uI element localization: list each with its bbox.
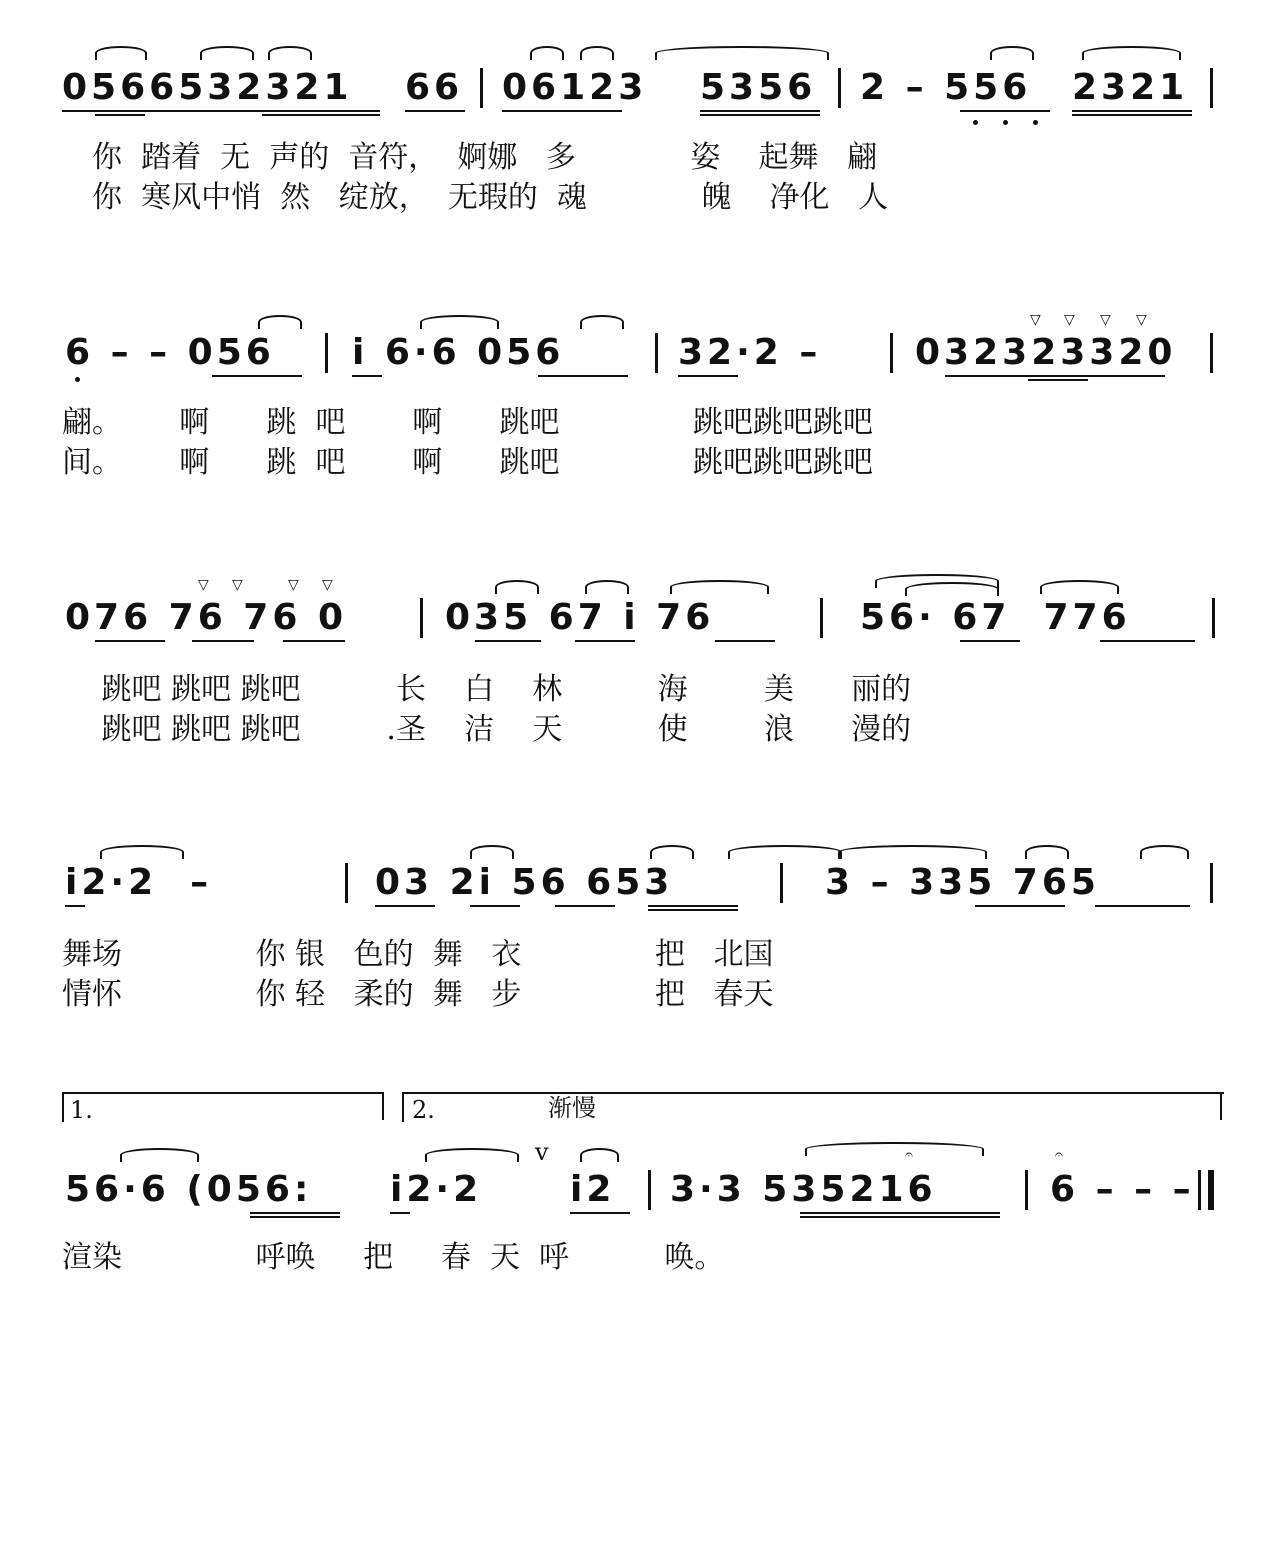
slur	[1040, 580, 1119, 594]
bar-line	[648, 1170, 651, 1210]
beam-line	[700, 110, 820, 112]
notation-segment: 3 – 335 765	[825, 862, 1100, 903]
slur	[100, 845, 184, 859]
beam-line	[960, 640, 1020, 642]
accent-mark: ▽	[198, 577, 209, 593]
slur	[425, 1148, 519, 1162]
beam-line	[502, 110, 622, 112]
beam-line	[283, 640, 345, 642]
slur	[655, 46, 829, 60]
beam-line	[575, 640, 635, 642]
slur	[650, 845, 694, 859]
beam-line	[212, 375, 302, 377]
slur	[585, 580, 629, 594]
notation-segment: 2321	[1072, 67, 1189, 108]
beam-line	[62, 110, 380, 112]
octave-dot	[1033, 120, 1038, 125]
notation-segment: 6 – – –	[1050, 1169, 1195, 1210]
beam-line	[250, 1212, 340, 1214]
slur	[1082, 46, 1181, 60]
beam-line	[65, 905, 85, 907]
beam-line	[470, 905, 520, 907]
bar-line	[480, 68, 483, 108]
beam-line	[700, 114, 820, 116]
notation-segment: 3·3 535216	[670, 1169, 937, 1210]
second-ending-bracket	[402, 1092, 1224, 1122]
slur	[495, 580, 539, 594]
bar-line	[325, 333, 328, 373]
bar-line	[820, 598, 823, 638]
beam-line	[95, 114, 145, 116]
notation-segment: 032323320	[915, 332, 1177, 373]
beam-line	[570, 1212, 630, 1214]
slur	[580, 315, 624, 329]
slur	[95, 46, 147, 60]
notation-segment: 035 67 i 76	[445, 597, 715, 638]
lyric-verse-1: 你 踏着 无 声的 音符， 婀娜 多 姿 起舞 翩	[92, 140, 878, 175]
octave-dot	[973, 120, 978, 125]
beam-line	[352, 375, 382, 377]
beam-line	[95, 640, 165, 642]
beam-line	[678, 375, 738, 377]
slur	[805, 1142, 984, 1156]
fermata-icon: 𝄐	[1055, 1147, 1063, 1163]
bar-line	[780, 863, 783, 903]
notation-segment: 06123	[502, 67, 648, 108]
first-ending-bracket	[62, 1092, 384, 1122]
beam-line	[1100, 640, 1195, 642]
bar-line	[1198, 1170, 1201, 1210]
beam-line	[975, 905, 1065, 907]
beam-line	[715, 640, 775, 642]
beam-line	[648, 909, 738, 911]
slur	[580, 1148, 619, 1162]
accent-mark: ▽	[1030, 312, 1041, 328]
beam-line	[1028, 379, 1088, 381]
lyric-verse-1: 翩。 啊 跳 吧 啊 跳吧 跳吧跳吧跳吧	[62, 405, 873, 440]
volta-end	[382, 1092, 384, 1120]
slur	[990, 46, 1034, 60]
lyric-verse-2: 情怀 你 轻 柔的 舞 步 把 春天	[62, 977, 774, 1012]
slur	[530, 46, 564, 60]
tempo-marking: 渐慢	[548, 1094, 596, 1122]
notation-segment: 5356	[700, 67, 817, 108]
accent-mark: ▽	[288, 577, 299, 593]
slur	[258, 315, 302, 329]
beam-line	[250, 1216, 340, 1218]
octave-dot	[1003, 120, 1008, 125]
slur	[1140, 845, 1189, 859]
notation-segment: i2·2 –	[65, 862, 213, 903]
bar-line	[1210, 333, 1213, 373]
notation-segment: 0566532321	[62, 67, 353, 108]
notation-segment: i2	[570, 1169, 616, 1210]
beam-line	[800, 1216, 1000, 1218]
beam-line	[1072, 110, 1192, 112]
slur	[200, 46, 254, 60]
bar-line	[1210, 863, 1213, 903]
bar-line	[1210, 68, 1213, 108]
notation-segment: 56· 67 776	[860, 597, 1131, 638]
volta-end	[1220, 1092, 1222, 1120]
beam-line	[262, 114, 380, 116]
notation-segment: 2 – 556	[860, 67, 1032, 108]
lyric-verse-1: 舞场 你 银 色的 舞 衣 把 北国	[62, 937, 774, 972]
slur	[838, 845, 987, 859]
accent-mark: ▽	[232, 577, 243, 593]
beam-line	[648, 905, 738, 907]
beam-line	[945, 375, 1165, 377]
bar-line	[1212, 598, 1215, 638]
lyric-verse-1: 渲染 呼唤 把 春 天 呼 唤。	[62, 1240, 725, 1275]
lyric-verse-2: 间。 啊 跳 吧 啊 跳吧 跳吧跳吧跳吧	[62, 445, 873, 480]
first-ending-label: 1.	[70, 1096, 93, 1124]
bar-line	[655, 333, 658, 373]
bar-line	[1025, 1170, 1028, 1210]
fermata-icon: 𝄐	[905, 1147, 913, 1163]
accent-mark: ▽	[1100, 312, 1111, 328]
accent-mark: ▽	[1136, 312, 1147, 328]
beam-line	[375, 905, 435, 907]
notation-segment: 076 76 76 0	[65, 597, 347, 638]
second-ending-label: 2.	[412, 1096, 435, 1124]
octave-dot	[75, 377, 80, 382]
bar-line	[345, 863, 348, 903]
slur	[670, 580, 769, 594]
beam-line	[800, 1212, 1000, 1214]
accent-mark: ▽	[1064, 312, 1075, 328]
beam-line	[538, 375, 628, 377]
notation-segment: 32·2 –	[678, 332, 822, 373]
beam-line	[960, 110, 1050, 112]
notation-segment: i 6·6 056	[352, 332, 565, 373]
beam-line	[390, 1212, 410, 1214]
breath-mark: v	[535, 1138, 549, 1166]
beam-line	[555, 905, 615, 907]
accent-mark: ▽	[322, 577, 333, 593]
final-bar-line	[1208, 1170, 1214, 1210]
beam-line	[192, 640, 254, 642]
beam-line	[1095, 905, 1190, 907]
notation-segment: i2·2	[390, 1169, 483, 1210]
slur	[470, 845, 514, 859]
notation-segment: 56·6 (056:	[65, 1169, 313, 1210]
lyric-verse-2: 你 寒风中悄 然 绽放， 无瑕的 魂 魄 净化 人	[92, 180, 889, 215]
bar-line	[890, 333, 893, 373]
lyric-verse-1: 跳吧 跳吧 跳吧 长 白 林 海 美 丽的	[92, 672, 912, 707]
slur	[120, 1148, 199, 1162]
notation-segment: 03 2i 56 653	[375, 862, 674, 903]
slur	[728, 845, 842, 859]
slur	[580, 46, 614, 60]
slur	[905, 582, 999, 596]
beam-line	[1072, 114, 1192, 116]
bar-line	[838, 68, 841, 108]
bar-line	[420, 598, 423, 638]
slur	[1025, 845, 1069, 859]
slur	[268, 46, 312, 60]
beam-line	[475, 640, 541, 642]
slur	[420, 315, 499, 329]
lyric-verse-2: 跳吧 跳吧 跳吧 .圣 洁 天 使 浪 漫的	[92, 712, 912, 747]
notation-segment: 66	[405, 67, 464, 108]
beam-line	[405, 110, 465, 112]
notation-segment: 6 – – 056	[65, 332, 275, 373]
